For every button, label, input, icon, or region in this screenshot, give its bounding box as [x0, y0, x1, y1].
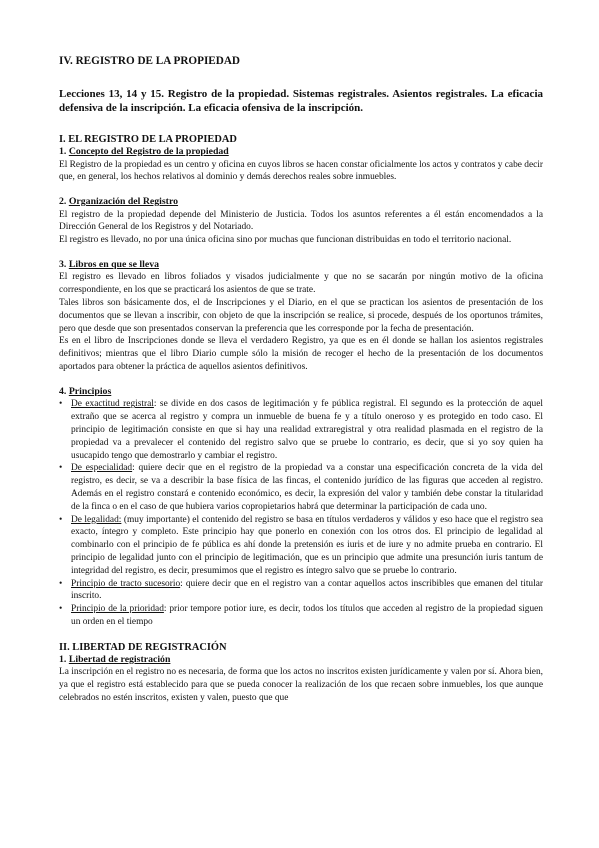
- principle-term: Principio de la prioridad: [71, 604, 164, 615]
- list-item: [59, 578, 543, 604]
- subsection-libros-heading: [59, 259, 543, 272]
- principle-text: : se divide en dos casos de legitimación y fe pública registral. El segundo es la protección de aquel extraño que se acerca al registro y compra un inmueble de buena fe y a título oneroso y es protegido en todo caso. El principio de legitimación consiste en que si hay una realidad extraregistral y otra realidad plasmada en el registro de la propiedad va a prevalecer el contenido del registro salvo que se pruebe lo contrario, es decir, que si yo soy quien ha usucapido tengo que demostrarlo y cambiar el registro.: [71, 399, 543, 461]
- list-item: [59, 398, 543, 462]
- bullet-icon: •: [59, 514, 63, 525]
- list-item: [59, 462, 543, 513]
- bullet-icon: •: [59, 463, 63, 474]
- subsection-title: Concepto del Registro de la propiedad: [68, 146, 229, 157]
- document-page: [59, 54, 543, 705]
- subsection-principios-heading: [59, 386, 543, 399]
- libros-paragraph-1: El registro es llevado en libros foliados y visados judicialmente y que no se sacarán por ningún motivo de la oficina correspondiente, en los que se practicará los asientos de que se trate.: [59, 272, 543, 296]
- principle-text: (muy importante) el contenido del registro se basa en títulos verdaderos y válidos y eso hace que el registro sea exacto, íntegro y completo. Este principio hay que ponerlo en conexión con los otros dos. El principio de legalidad al combinarlo con el principio de fe pública es ahí donde la pretensión es iuris et de iure y no admite prueba en contrario. El principio de legalidad junto con el principio de legitimación, que es un principio que admite una presunción iuris tantum de integridad del registro, es decir, presumimos que el registro es íntegro salvo que se pruebe lo contrario.: [71, 514, 543, 576]
- section-1-heading: I. EL REGISTRO DE LA PROPIEDAD: [59, 134, 237, 145]
- subsection-title: Libertad de registración: [68, 653, 171, 665]
- bullet-icon: •: [59, 399, 63, 410]
- concepto-paragraph: El Registro de la propiedad es un centro y oficina en cuyos libros se hacen constar oficialmente los actos y contratos y cabe decir que, en general, los hechos relativos al dominio y demás derechos reales sobre inmuebles.: [59, 159, 543, 183]
- principle-term: De exactitud registral: [71, 399, 154, 410]
- principle-text: : quiere decir que en el registro van a contar aquellos actos inscribibles que emanen del titular inscrito.: [71, 578, 543, 602]
- bullet-icon: •: [59, 578, 63, 589]
- section-2-heading: II. LIBERTAD DE REGISTRACIÓN: [59, 641, 227, 653]
- subsection-title: Principios: [68, 385, 112, 397]
- principle-text: : quiere decir que en el registro de la propiedad va a constar una especificación concreta de la vida del registro, es decir, se va a describir la base física de las fincas, el contenido jurídico de las figuras que acceden al registro. Además en el registro constará e contenido económico, es decir, la expresión del valor y también debe constar la titularidad de la finca o en el caso de que hubiera varios copropietarios habrá que determinar la participación de cada uno.: [71, 463, 543, 512]
- subsection-number: 4.: [59, 385, 67, 397]
- subsection-number: 1.: [59, 146, 67, 157]
- subsection-organizacion-heading: [59, 196, 543, 209]
- subsection-concepto-heading: [59, 146, 543, 159]
- subsection-number: 2.: [59, 196, 67, 208]
- organizacion-paragraph-1: El registro de la propiedad depende del Ministerio de Justicia. Todos los asuntos referentes a él están encomendados a la Dirección General de los Registros y del Notariado.: [59, 209, 543, 233]
- libertad-paragraph: La inscripción en el registro no es necesaria, de forma que los actos no inscritos existen jurídicamente y valen por sí. Ahora bien, ya que el registro está establecido para que se pueda conocer la realización de los que recaen sobre inmuebles, los que aunque celebrados no estén inscritos, existen y valen, puesto que que: [59, 667, 543, 703]
- principle-term: De especialidad: [71, 463, 133, 474]
- libros-paragraph-3: Es en el libro de Inscripciones donde se lleva el verdadero Registro, ya que es en él donde se hallan los asientos registrales definitivos; mientras que el libro Diario cumple sólo la misión de recoger el hecho de la presentación de los documentos aportados para obtener la práctica de aquellos asientos definitivos.: [59, 336, 543, 373]
- principle-term: De legalidad:: [71, 514, 122, 525]
- list-item: [59, 603, 543, 629]
- list-item: [59, 514, 543, 578]
- principles-list: [59, 398, 543, 628]
- lessons-summary: Lecciones 13, 14 y 15. Registro de la propiedad. Sistemas registrales. Asientos registrales. La eficacia defensiva de la inscripción. La eficacia ofensiva de la inscripción.: [59, 88, 543, 114]
- bullet-icon: •: [59, 604, 63, 615]
- libros-paragraph-2: Tales libros son básicamente dos, el de Inscripciones y el Diario, en el que se practican los asientos de presentación de los documentos que se llevan a inscribir, con objeto de que la inscripción se realice, si procede, después de los oportunos trámites, pero que desde que son presentados conservan la preferencia que les corresponde por la fecha de presentación.: [59, 298, 543, 334]
- organizacion-paragraph-2: El registro es llevado, no por una única oficina sino por muchas que funcionan distribuidas en todo el territorio nacional.: [59, 235, 512, 246]
- subsection-number: 1.: [59, 653, 67, 665]
- subsection-number: 3.: [59, 258, 67, 270]
- subsection-libertad-heading: [59, 654, 543, 667]
- principle-term: Principio de tracto sucesorio: [71, 578, 181, 589]
- subsection-title: Libros en que se lleva: [68, 258, 159, 270]
- subsection-title: Organización del Registro: [68, 196, 179, 208]
- principle-text: : prior tempore potior iure, es decir, todos los títulos que acceden al registro de la propiedad siguen un orden en el tiempo: [71, 604, 543, 627]
- document-title: IV. REGISTRO DE LA PROPIEDAD: [59, 55, 241, 67]
